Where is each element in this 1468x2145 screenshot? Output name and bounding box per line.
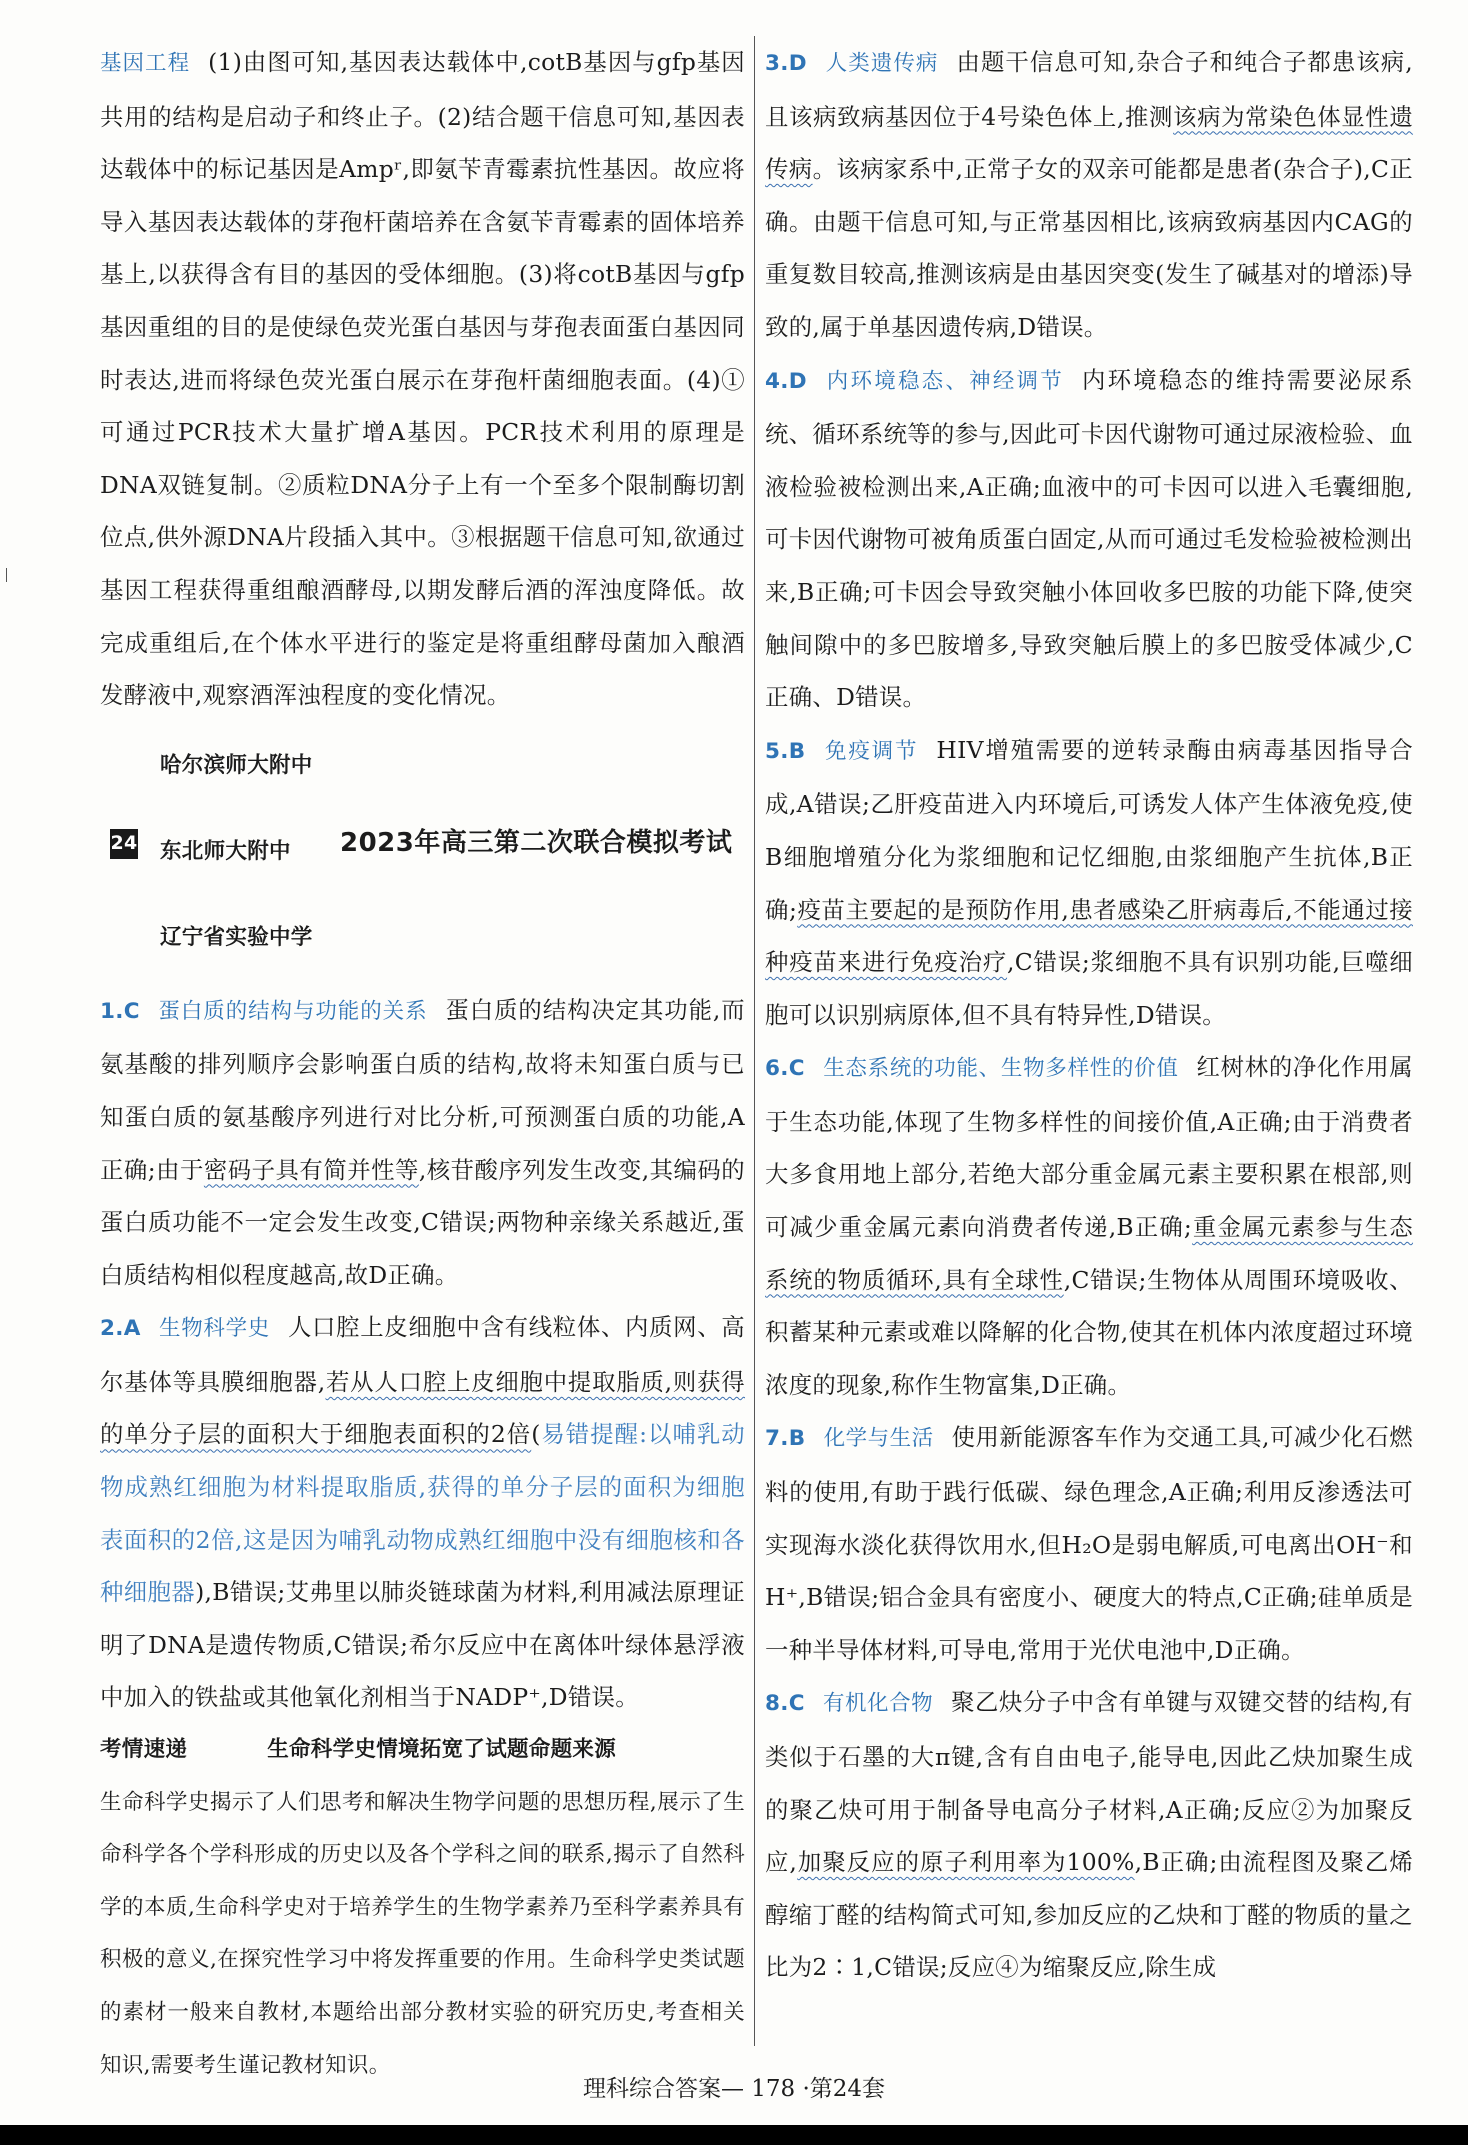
topic-label: 人类遗传病 bbox=[824, 51, 939, 76]
answer-4 bbox=[765, 354, 1413, 724]
school-name: 辽宁省实验中学 bbox=[160, 924, 313, 950]
answer-number: 6.C bbox=[765, 1056, 805, 1082]
exam-number-badge: 24 bbox=[110, 829, 138, 859]
answer-3 bbox=[765, 36, 1413, 354]
key-phrase: 疫苗主要起的是预防作用,患者感染乙肝病毒后,不能通过接种疫苗来进行免疫治疗 bbox=[765, 895, 1413, 977]
margin-tick bbox=[6, 568, 7, 582]
answer-1 bbox=[100, 984, 745, 1302]
error-tip: 易错提醒:以哺乳动物成熟红细胞为材料提取脂质,获得的单分子层的面积为细胞表面积的2倍,这是因为哺乳动物成熟红细胞中没有细胞核和各种细胞器 bbox=[100, 1420, 745, 1607]
key-phrase: 若从人口腔上皮细胞中提取脂质,则获得的单分子层的面积大于细胞表面积的2倍 bbox=[100, 1367, 746, 1449]
topic-label: 化学与生活 bbox=[823, 1426, 934, 1452]
topic-label: 基因工程 bbox=[100, 51, 191, 76]
answer-text: 聚乙炔分子中含有单键与双键交替的结构,有类似于石墨的大π键,含有自由电子,能导电,因此乙炔加聚生成的聚乙炔可用于制备导电高分子材料,A正确;反应②为加聚反应, bbox=[765, 1688, 1413, 1877]
answer-text: ,核苷酸序列发生改变,其编码的蛋白质功能不一定会发生改变,C错误;两物种亲缘关系越近,蛋白质结构相似程度越高,故D正确。 bbox=[100, 1155, 745, 1289]
key-phrase: 重金属元素参与生态系统的物质循环,具有全球性 bbox=[765, 1213, 1414, 1294]
topic-label: 内环境稳态、神经调节 bbox=[824, 368, 1064, 394]
answer-7 bbox=[765, 1411, 1413, 1676]
exam-title: 2023年高三第二次联合模拟考试 bbox=[340, 827, 733, 858]
answer-text: 使用新能源客车作为交通工具,可减少化石燃料的使用,有助于践行低碳、绿色理念,A正确;利用反渗透法可实现海水淡化获得饮用水,但H₂O是弱电解质,可电离出OH⁻和H⁺,B错误;铝合金具有密度小、硬度大的特点,C正确;硅单质是一种半导体材料,可导电,常用于光伏电池中,D正确。 bbox=[765, 1423, 1413, 1664]
topic-label: 生物科学史 bbox=[158, 1316, 270, 1342]
key-phrase: 加聚反应的原子利用率为100% bbox=[797, 1848, 1135, 1877]
answer-8 bbox=[765, 1676, 1413, 1994]
exam-header bbox=[100, 722, 745, 984]
answer-2 bbox=[100, 1301, 745, 1724]
answer-text: ( bbox=[531, 1420, 541, 1449]
answer-number: 7.B bbox=[765, 1426, 806, 1452]
topic-label: 有机化合物 bbox=[822, 1691, 934, 1717]
answer-5 bbox=[765, 724, 1413, 1042]
genetic-engineering-paragraph bbox=[100, 36, 745, 722]
key-phrase: 该病为常染色体显性遗传病 bbox=[765, 102, 1414, 184]
note-subtitle: 生命科学史情境拓宽了试题命题来源 bbox=[267, 1737, 617, 1763]
note-heading bbox=[100, 1724, 745, 1777]
answer-text: ),B错误;艾弗里以肺炎链球菌为材料,利用减法原理证明了DNA是遗传物质,C错误;希尔反应中在离体叶绿体悬浮液中加入的铁盐或其他氧化剂相当于NADP⁺,D错误。 bbox=[100, 1578, 745, 1712]
school-name: 东北师大附中 bbox=[160, 838, 291, 864]
key-phrase: 密码子具有简并性等 bbox=[203, 1155, 419, 1184]
answer-text: ,C错误;生物体从周围环境吸收、积蓄某种元素或难以降解的化合物,使其在机体内浓度超过环境浓度的现象,称作生物富集,D正确。 bbox=[765, 1265, 1413, 1399]
answer-text: 人口腔上皮细胞中含有线粒体、内质网、高尔基体等具膜细胞器, bbox=[100, 1313, 745, 1396]
answer-text: 由题干信息可知,杂合子和纯合子都患该病,且该病致病基因位于4号染色体上,推测 bbox=[765, 48, 1413, 131]
left-column bbox=[100, 36, 745, 2092]
school-name: 哈尔滨师大附中 bbox=[160, 752, 313, 778]
answer-number: 8.C bbox=[765, 1691, 805, 1717]
answer-text: ,C错误;浆细胞不具有识别功能,巨噬细胞可以识别病原体,但不具有特异性,D错误。 bbox=[765, 948, 1413, 1029]
answer-text: 红树林的净化作用属于生态功能,体现了生物多样性的间接价值,A正确;由于消费者大多食用地上部分,若绝大部分重金属元素主要积累在根部,则可减少重金属元素向消费者传递,B正确; bbox=[765, 1053, 1413, 1242]
answer-text: HIV增殖需要的逆转录酶由病毒基因指导合成,A错误;乙肝疫苗进入内环境后,可诱发人体产生体液免疫,使B细胞增殖分化为浆细胞和记忆细胞,由浆细胞产生抗体,B正确; bbox=[765, 735, 1414, 924]
answer-6 bbox=[765, 1041, 1413, 1411]
note-body: 生命科学史揭示了人们思考和解决生物学问题的思想历程,展示了生命科学各个学科形成的历史以及各个学科之间的联系,揭示了自然科学的本质,生命科学史对于培养学生的生物学素养乃至科学素养具有积极的意义,在探究性学习中将发挥重要的作用。生命科学史类试题的素材一般来自教材,本题给出部分教材实验的研究历史,考查相关知识,需要考生谨记教材知识。 bbox=[100, 1789, 745, 2078]
topic-label: 免疫调节 bbox=[823, 738, 919, 764]
right-column bbox=[765, 36, 1413, 1994]
bottom-bar bbox=[0, 2125, 1468, 2145]
answer-number: 5.B bbox=[765, 738, 806, 764]
column-divider bbox=[754, 36, 755, 2046]
answer-text: ,B正确;由流程图及聚乙烯醇缩丁醛的结构简式可知,参加反应的乙炔和丁醛的物质的量之比为2∶1,C错误;反应④为缩聚反应,除生成 bbox=[765, 1848, 1414, 1982]
answer-text: 。该病家系中,正常子女的双亲可能都是患者(杂合子),C正确。由题干信息可知,与正常基因相比,该病致病基因内CAG的重复数目较高,推测该病是由基因突变(发生了碱基对的增添)导致的,属于单基因遗传病,D错误。 bbox=[765, 155, 1413, 341]
page-footer: 理科综合答案— 178 ·第24套 bbox=[582, 2076, 886, 2102]
answer-text: 内环境稳态的维持需要泌尿系统、循环系统等的参与,因此可卡因代谢物可通过尿液检验、血液检验被检测出来,A正确;血液中的可卡因可以进入毛囊细胞,可卡因代谢物可被角质蛋白固定,从而可通过毛发检验被检测出来,B正确;可卡因会导致突触小体回收多巴胺的功能下降,使突触间隙中的多巴胺增多,导致突触后膜上的多巴胺受体减少,C正确、D错误。 bbox=[765, 365, 1413, 712]
answer-number: 1.C bbox=[100, 998, 140, 1024]
paragraph-text: (1)由图可知,基因表达载体中,cotB基因与gfp基因共用的结构是启动子和终止子。(2)结合题干信息可知,基因表达载体中的标记基因是Ampʳ,即氨苄青霉素抗性基因。故应将导入基因表达载体的芽孢杆菌培养在含氨苄青霉素的固体培养基上,以获得含有目的基因的受体细胞。(3)将cotB基因与gfp基因重组的目的是使绿色荧光蛋白基因与芽孢表面蛋白基因同时表达,进而将绿色荧光蛋白展示在芽孢杆菌细胞表面。(4)①可通过PCR技术大量扩增A基因。PCR技术利用的原理是DNA双链复制。②质粒DNA分子上有一个至多个限制酶切割位点,供外源DNA片段插入其中。③根据题干信息可知,欲通过基因工程获得重组酿酒酵母,以期发酵后酒的浑浊度降低。故完成重组后,在个体水平进行的鉴定是将重组酵母菌加入酿酒发酵液中,观察酒浑浊程度的变化情况。 bbox=[100, 48, 746, 710]
topic-label: 蛋白质的结构与功能的关系 bbox=[157, 998, 428, 1024]
answer-number: 4.D bbox=[765, 368, 807, 394]
answer-number: 2.A bbox=[100, 1316, 141, 1342]
note-title: 考情速递 bbox=[100, 1737, 188, 1763]
answer-text: 蛋白质的结构决定其功能,而氨基酸的排列顺序会影响蛋白质的结构,故将未知蛋白质与已知蛋白质的氨基酸序列进行对比分析,可预测蛋白质的功能,A正确;由于 bbox=[100, 995, 745, 1184]
topic-label: 生态系统的功能、生物多样性的价值 bbox=[822, 1056, 1179, 1082]
answer-number: 3.D bbox=[765, 51, 807, 76]
